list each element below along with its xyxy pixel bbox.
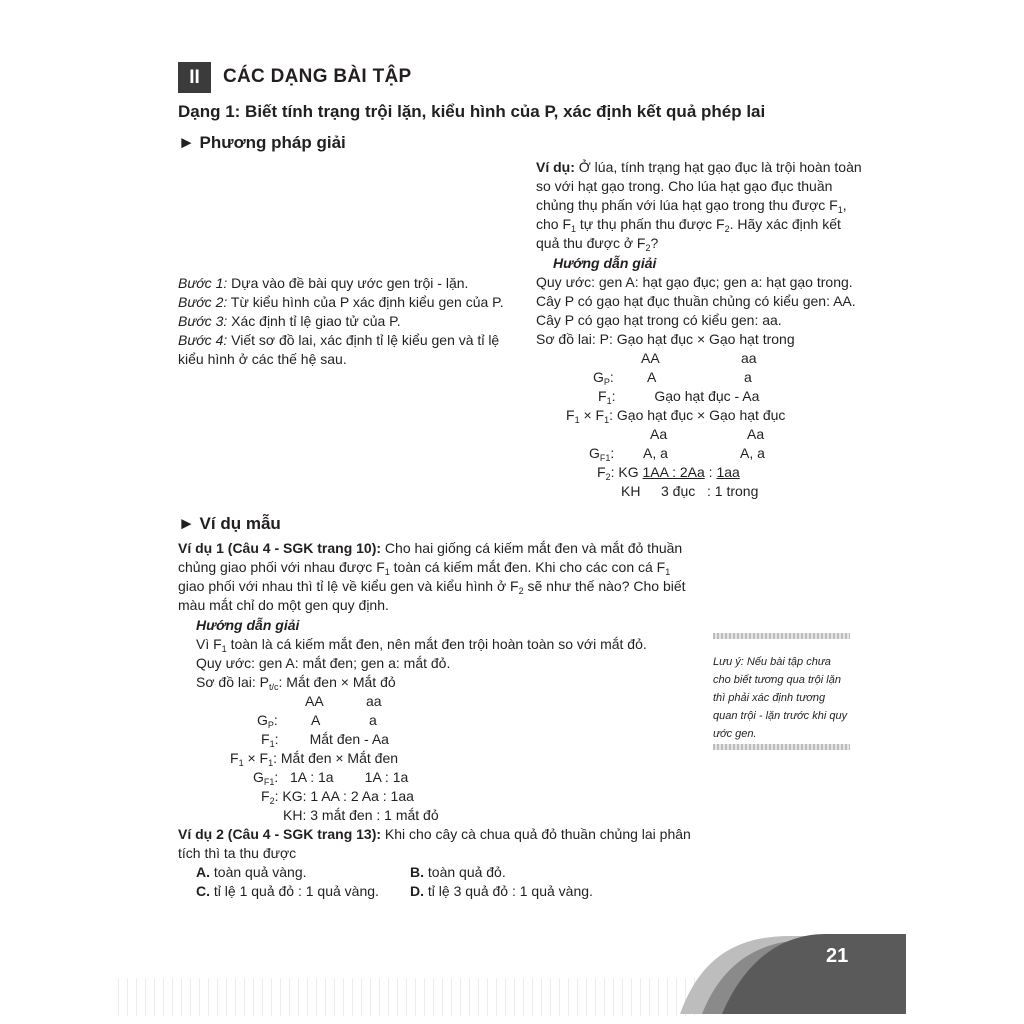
ex1-kh: KH: 3 mắt đen : 1 mắt đỏ [283,807,439,823]
ex2-option-d: D. tỉ lệ 3 quả đỏ : 1 quả vàng. [410,883,593,899]
ex1-p-aa: aa [366,693,382,709]
ex1-g3: Sơ đồ lai: $P_{t/c}$: Mắt đen × Mắt đỏ [196,674,396,692]
ex1-gp-a: a [369,712,377,728]
example-s2: Cây P có gạo hạt đục thuần chủng có kiểu gen: AA. [536,293,856,309]
cross-f2: $F_2$: KG 1AA : 2Aa : 1aa [597,464,740,482]
note-divider-bottom [713,744,850,750]
samples-heading: ► Ví dụ mẫu [178,514,281,533]
note-divider-top [713,633,850,639]
ex2-option-c: C. tỉ lệ 1 quả đỏ : 1 quả vàng. [196,883,379,899]
cross-f1: $F_1$: Gạo hạt đục - Aa [598,388,760,406]
ex2-option-a: A. toàn quả vàng. [196,864,307,880]
cross-kh-v2: : 1 trong [707,483,759,499]
example-q-line3: chủng thụ phấn với lúa hạt gạo trong thu được $F_1$, [536,197,847,215]
step-4: Bước 4: Viết sơ đồ lai, xác định tỉ lệ kiểu gen và tỉ lệ [178,332,500,348]
example-s4: Sơ đồ lai: P: Gạo hạt đục × Gạo hạt trong [536,331,795,347]
ex1-f1xf1: $F_1 \times F_1$: Mắt đen × Mắt đen [230,750,399,768]
section-badge: II [178,62,211,93]
example-guide-heading: Hướng dẫn giải [553,255,657,271]
dang-title: Dạng 1: Biết tính trạng trội lặn, kiểu hình của P, xác định kết quả phép lai [178,102,766,121]
cross-p-AA: AA [641,350,660,366]
page-corner-tab [680,934,906,1014]
method-heading: ► Phương pháp giải [178,133,346,152]
cross-kh-label: KH [621,483,641,499]
cross-p-aa: aa [741,350,757,366]
cross-gp-a: a [744,369,752,385]
footer-dot-pattern [118,978,698,1016]
step-4-cont: kiểu hình ở các thế hệ sau. [178,351,347,367]
cross-f1-Aa-1: Aa [650,426,668,442]
cross-gf1-v2: A, a [740,445,765,461]
example-q-line1: Ví dụ: Ở lúa, tính trạng hạt gạo đục là trội hoàn toàn [536,159,862,175]
step-3: Bước 3: Xác định tỉ lệ giao tử của P. [178,313,401,329]
cross-gp-A: A [647,369,657,385]
cross-f1xf1: $F_1 \times F_1$: Gạo hạt đục × Gạo hạt đục [566,407,786,425]
step-1: Bước 1: Dựa vào đề bài quy ước gen trội - lặn. [178,275,469,291]
ex1-gf1: $G_{F1}$: 1A : 1a 1A : 1a [253,769,409,787]
example-q-line4: cho $F_1$ tự thụ phấn thu được $F_2$. Hãy xác định kết [536,216,841,234]
cross-f1-Aa-2: Aa [747,426,765,442]
ex1-line4: màu mắt chỉ do một gen quy định. [178,597,389,613]
ex2-line2: tích thì ta thu được [178,845,297,861]
ex1-gp-A: A [311,712,321,728]
ex1-g1: Vì $F_1$ toàn là cá kiếm mắt đen, nên mắt đen trội hoàn toàn so với mắt đỏ. [196,636,647,654]
ex1-gp-label: $G_P$: [257,712,278,730]
ex1-line2: chủng giao phối với nhau được $F_1$ toàn cá kiếm mắt đen. Khi cho các con cá $F_1$ [178,559,671,577]
cross-gp-label: $G_P$: [593,369,614,387]
example-q-line5: quả thu được ở $F_2$? [536,235,659,253]
ex2-line1: Ví dụ 2 (Câu 4 - SGK trang 13): Khi cho cây cà chua quả đỏ thuần chủng lai phân [178,826,691,842]
ex1-line3: giao phối với nhau thì tỉ lệ về kiểu gen và kiểu hình ở $F_2$ sẽ như thế nào? Cho biết [178,578,686,596]
ex2-option-b: B. toàn quả đỏ. [410,864,506,880]
step-2: Bước 2: Từ kiểu hình của P xác định kiểu gen của P. [178,294,504,310]
ex1-f1: $F_1$: Mắt đen - Aa [261,731,389,749]
cross-gf1-v1: A, a [643,445,668,461]
side-note: Lưu ý: Nếu bài tập chưa cho biết tương qua trội lặn thì phải xác định tương quan trội - lặn trước khi quy ước gen. [713,656,848,740]
ex1-line1: Ví dụ 1 (Câu 4 - SGK trang 10): Cho hai giống cá kiếm mắt đen và mắt đỏ thuần [178,540,683,556]
cross-kh-v1: 3 đục [661,483,696,499]
cross-gf1-label: $G_{F1}$: [589,445,615,463]
example-s1: Quy ước: gen A: hạt gạo đục; gen a: hạt gạo trong. [536,274,853,290]
ex1-guide-heading: Hướng dẫn giải [196,617,300,633]
page-number: 21 [826,945,849,967]
ex1-p-AA: AA [305,693,324,709]
section-title: CÁC DẠNG BÀI TẬP [223,66,412,87]
ex1-g2: Quy ước: gen A: mắt đen; gen a: mắt đỏ. [196,655,451,671]
ex1-f2: $F_2$: KG: 1 AA : 2 Aa : 1aa [261,788,414,806]
example-s3: Cây P có gạo hạt trong có kiểu gen: aa. [536,312,782,328]
example-q-line2: so với hạt gạo trong. Cho lúa hạt gạo đục thuần [536,178,833,194]
